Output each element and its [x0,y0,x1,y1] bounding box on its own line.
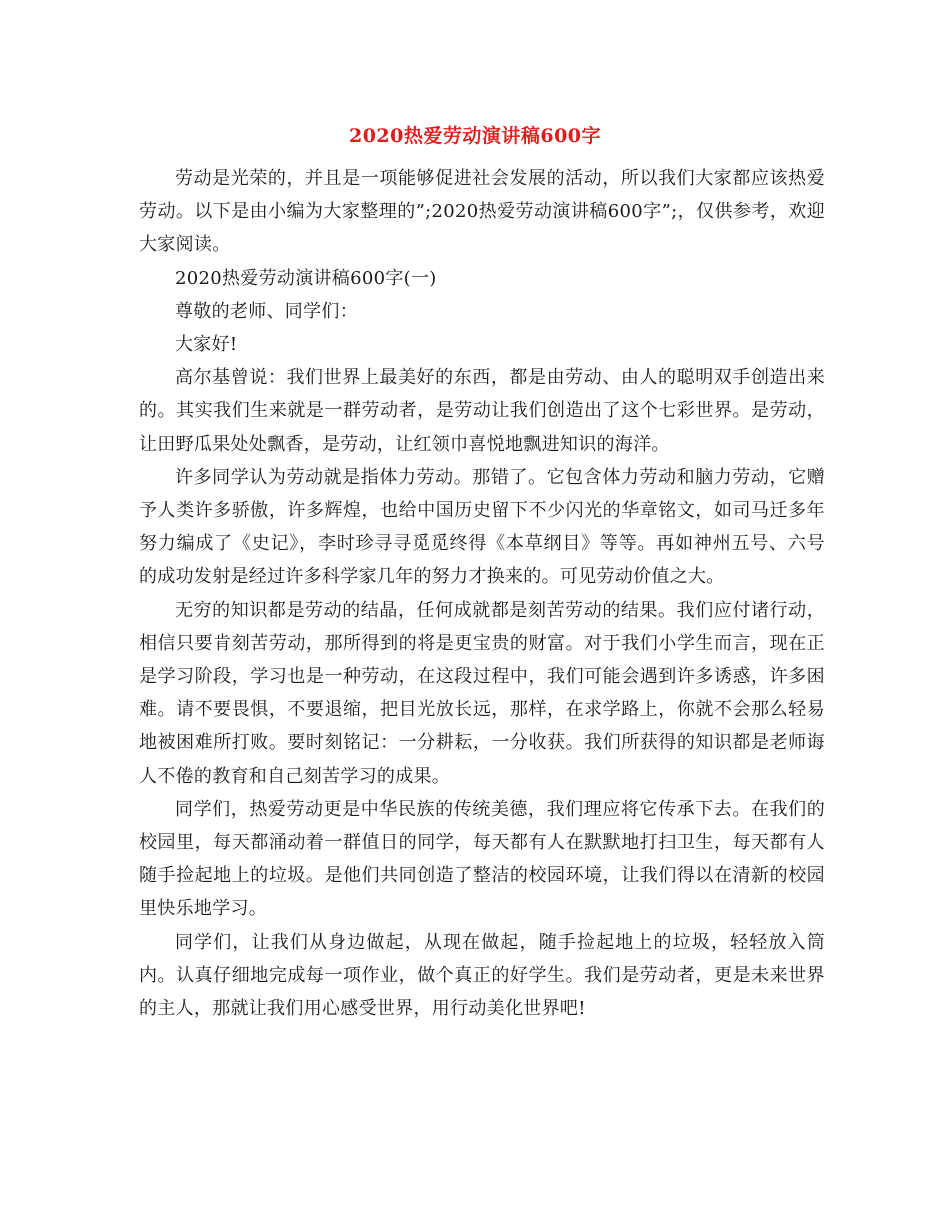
salutation: 尊敬的老师、同学们： [175,300,358,322]
section-heading: 2020热爱劳动演讲稿600字(一) [175,267,437,289]
paragraph-types-of-labor: 许多同学认为劳动就是指体力劳动。那错了。它包含体力劳动和脑力劳动，它赠予人类许多骄傲，许多辉煌，也给中国历史留下不少闪光的华章铭文，如司马迁多年努力编成了《史记》，李时珍寻寻觅觅终得《本草纲目》等等。再如神州五号、六号的成功发射是经过许多科学家几年的努力才换来的。可见劳动价值之大。 [139,466,825,588]
paragraph-gorky-quote: 高尔基曾说：我们世界上最美好的东西，都是由劳动、由人的聪明双手创造出来的。其实我们生来就是一群劳动者，是劳动让我们创造出了这个七彩世界。是劳动，让田野瓜果处处飘香，是劳动，让红领巾喜悦地飘进知识的海洋。 [139,367,825,455]
paragraph-knowledge: 无穷的知识都是劳动的结晶，任何成就都是刻苦劳动的结果。我们应付诸行动，相信只要肯刻苦劳动，那所得到的将是更宝贵的财富。对于我们小学生而言，现在正是学习阶段，学习也是一种劳动，在这段过程中，我们可能会遇到许多诱惑，许多困难。请不要畏惧，不要退缩，把目光放长远，那样，在求学路上，你就不会那么轻易地被困难所打败。要时刻铭记：一分耕耘，一分收获。我们所获得的知识都是老师诲人不倦的教育和自己刻苦学习的成果。 [139,599,825,787]
document-body [139,162,825,1025]
paragraph-tradition: 同学们，热爱劳动更是中华民族的传统美德，我们理应将它传承下去。在我们的校园里，每天都涌动着一群值日的同学，每天都有人在默默地打扫卫生，每天都有人随手捡起地上的垃圾。是他们共同创造了整洁的校园环境，让我们得以在清新的校园里快乐地学习。 [139,798,825,920]
paragraph-intro: 劳动是光荣的，并且是一项能够促进社会发展的活动，所以我们大家都应该热爱劳动。以下是由小编为大家整理的”;2020热爱劳动演讲稿600字”;，仅供参考，欢迎大家阅读。 [139,168,825,256]
paragraph-conclusion: 同学们，让我们从身边做起，从现在做起，随手捡起地上的垃圾，轻轻放入筒内。认真仔细地完成每一项作业，做个真正的好学生。我们是劳动者，更是未来世界的主人，那就让我们用心感受世界，用行动美化世界吧! [139,931,825,1020]
greeting: 大家好! [175,334,238,356]
document-title: 2020热爱劳动演讲稿600字 [348,125,602,147]
